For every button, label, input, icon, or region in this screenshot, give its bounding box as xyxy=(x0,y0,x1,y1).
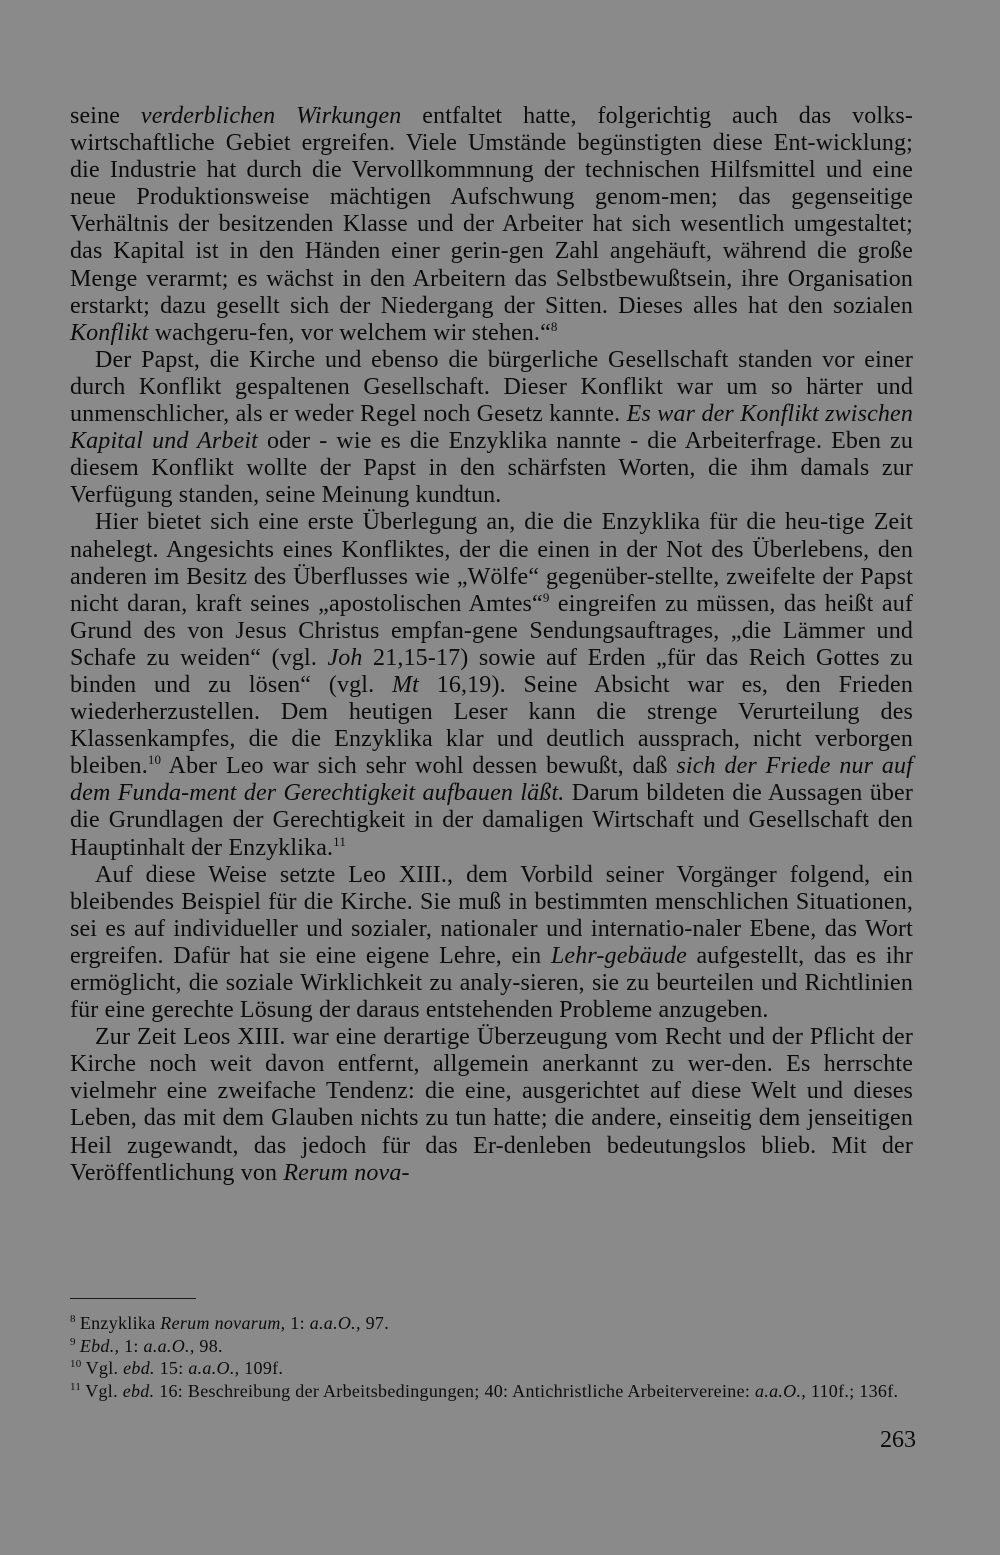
text-run: Auf diese Weise setzte Leo XIII., dem Vorbild seiner Vorgänger folgend, ein bleibendes Beispiel für die Kirche. Sie muß in bestimmten menschlichen Situationen, sei es auf individueller und sozialer, nationaler und internatio-naler Ebene, das Wort ergreifen. Dafür hat sie eine eigene Lehre, ein xyxy=(70,861,913,969)
text-run: Darum bildeten die Aussagen über die Grundlagen der Gerechtigkeit in der damaligen Wirtschaft und Gesellschaft den Hauptinhalt der Enzyklika. xyxy=(70,780,913,861)
body-text xyxy=(70,103,913,1187)
paragraph-4 xyxy=(70,862,913,1025)
text-run: oder - wie es die Enzyklika nannte - die Arbeiterfrage. Eben zu diesem Konflikt wollte der Papst in den schärfsten Worten, die ihm damals zur Verfügung standen, seine Meinung kundtun. xyxy=(70,428,913,509)
text-run: entfaltet hatte, folgerichtig auch das volks-wirtschaftliche Gebiet ergreifen. Viele Umstände begünstigten diese Ent-wicklung; die Industrie hat durch die Vervollkommnung der technischen Hilfsmittel und eine neue Produktionsweise mächtigen Aufschwung genom-men; das gegenseitige Verhältnis der besitzenden Klasse und der Arbeiter hat sich wesentlich umgestaltet; das Kapital ist in den Händen einer gerin-gen Zahl angehäuft, während die große Menge verarmt; es wächst in den Arbeitern das Selbstbewußtsein, ihre Organisation erstarkt; dazu gesellt sich der Niedergang der Sitten. Dieses alles hat den sozialen xyxy=(70,103,913,319)
footnote-ref: 11 xyxy=(70,1380,82,1393)
footnote-divider xyxy=(70,1298,196,1299)
footnote-ref: 10 xyxy=(147,752,162,768)
italic-text: a.a.O., xyxy=(188,1358,240,1378)
italic-text: Joh xyxy=(327,644,363,671)
italic-text: verderblichen Wirkungen xyxy=(140,103,402,129)
text-run: Der Papst, die Kirche und ebenso die bürgerliche Gesellschaft standen vor einer durch Konflikt gespaltenen Gesellschaft. Dieser Konflikt war um so härter und unmenschlicher, als er weder Regel noch Gesetz kannte. xyxy=(70,346,913,428)
footnote-ref: 8 xyxy=(550,318,558,334)
italic-text: Rerum novarum, xyxy=(160,1313,286,1333)
text-run: Zur Zeit Leos XIII. war eine derartige Überzeugung vom Recht und der Pflicht der Kirche noch weit davon entfernt, allgemein anerkannt zu wer-den. Es herrschte vielmehr eine zweifache Tendenz: die eine, ausgerichtet auf diese Welt und dieses Leben, das mit dem Glauben nichts zu tun hatte; die andere, einseitig dem jenseitigen Heil zugewandt, das jedoch für das Er-denleben bedeutungslos blieb. Mit der Veröffentlichung von xyxy=(70,1024,913,1186)
italic-text: Ebd., xyxy=(79,1335,120,1356)
text-run: Enzyklika xyxy=(79,1313,161,1333)
paragraph-2 xyxy=(70,347,913,510)
footnote-ref: 9 xyxy=(70,1335,76,1348)
footnote-ref: 9 xyxy=(542,589,550,605)
text-run: Vgl. xyxy=(85,1358,124,1378)
text-run: 97. xyxy=(360,1313,389,1333)
italic-text: Rerum nova- xyxy=(283,1159,410,1186)
text-run: wachgeru-fen, vor welchem wir stehen.“ xyxy=(148,319,551,346)
footnote-ref: 8 xyxy=(70,1313,76,1325)
text-run: Hier bietet sich eine erste Überlegung an, die die Enzyklika für die heu-tige Zeit nahelegt. Angesichts eines Konfliktes, der die einen in der Not des Überlebens, den anderen im Besitz des Überflusses wie „Wölfe“ gegenüber-stellte, zweifelte der Papst nicht daran, kraft seines „apostolischen Amtes“ xyxy=(70,509,913,617)
text-run: 1: xyxy=(285,1313,310,1333)
italic-text: a.a.O., xyxy=(754,1380,807,1401)
footnotes xyxy=(70,1312,913,1402)
page-number: 263 xyxy=(880,1427,916,1453)
footnote-11 xyxy=(70,1380,913,1403)
text-run: 16: Beschreibung der Arbeitsbedingungen; 40: Antichristliche Arbeitervereine: xyxy=(154,1380,755,1401)
text-run: aufgestellt, das es ihr ermöglicht, die soziale Wirklichkeit zu analy-sieren, sie zu beurteilen und Richtlinien für eine gerechte Lösung der daraus entstehenden Probleme anzugeben. xyxy=(70,942,913,1024)
paragraph-3 xyxy=(70,509,913,861)
paragraph-5 xyxy=(70,1024,913,1187)
text-run: 16,19). Seine Absicht war es, den Frieden wiederherzustellen. Dem heutigen Leser kann die strenge Verurteilung des Klassenkampfes, die die Enzyklika klar und deutlich aussprach, nicht verborgen bleiben. xyxy=(70,671,914,780)
text-run: eingreifen zu müssen, das heißt auf Grund des von Jesus Christus empfan-gene Sendungsauftrages, „die Lämmer und Schafe zu weiden“ (vgl. xyxy=(70,590,913,671)
italic-text: Es war der Konflikt zwischen Kapital und Arbeit xyxy=(70,401,913,455)
italic-text: sich der Friede nur auf dem Funda-ment der Gerechtigkeit aufbauen läßt. xyxy=(70,753,913,807)
italic-text: Konflikt xyxy=(70,319,149,346)
italic-text: ebd. xyxy=(123,1358,155,1378)
text-run: 1: xyxy=(119,1335,144,1356)
italic-text: ebd. xyxy=(122,1380,155,1401)
text-run: 21,15-17) sowie auf Erden „für das Reich Gottes zu binden und zu lösen“ (vgl. xyxy=(70,644,913,698)
text-run: 110f.; 136f. xyxy=(806,1380,899,1401)
footnote-10 xyxy=(70,1357,913,1380)
text-run: Aber Leo war sich sehr wohl dessen bewußt, daß xyxy=(161,753,677,780)
italic-text: a.a.O., xyxy=(143,1335,195,1356)
italic-text: Lehr-gebäude xyxy=(550,942,687,969)
text-run: 15: xyxy=(154,1358,189,1378)
footnote-9 xyxy=(70,1335,913,1358)
footnote-ref: 11 xyxy=(333,833,346,849)
paragraph-1 xyxy=(70,103,913,347)
text-run: 98. xyxy=(194,1335,223,1356)
text-run: Vgl. xyxy=(85,1380,123,1401)
text-run: 109f. xyxy=(239,1358,284,1378)
text-run: seine xyxy=(70,103,141,129)
footnote-8 xyxy=(70,1312,913,1335)
italic-text: Mt xyxy=(391,671,419,698)
italic-text: a.a.O., xyxy=(309,1313,361,1333)
footnote-ref: 10 xyxy=(70,1358,82,1370)
